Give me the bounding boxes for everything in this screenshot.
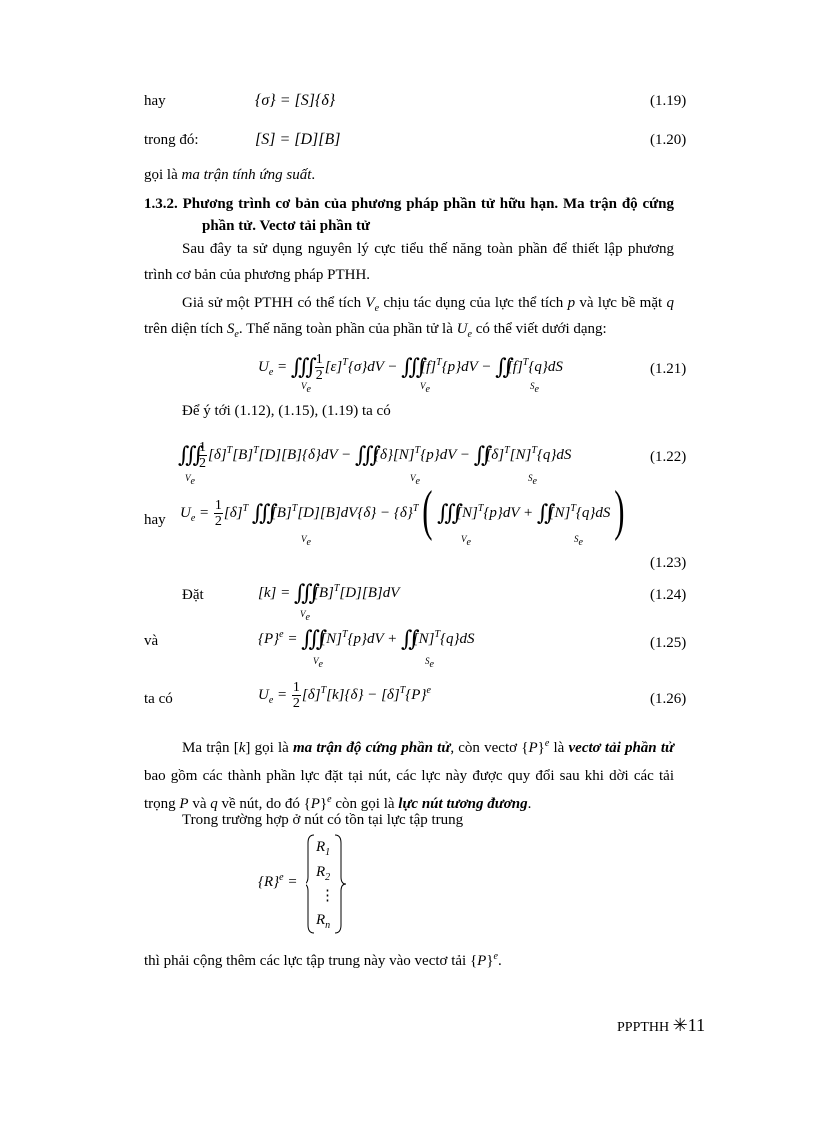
page-footer	[617, 1015, 705, 1036]
vertical-ellipsis: ⋮	[320, 888, 335, 904]
paragraph-stiffness: Ma trận [k] gọi là ma trận độ cứng phần tử, còn vectơ $\{P\}^e$ là vectơ tải phần tử bao gồm các thành phần lực đặt tại nút, các lực này được quy đổi sau khi dời các tải trọng P và q về nút, do đó $\{P\}^e$ còn gọi là lực nút tương đương.	[144, 738, 674, 812]
eq-1-19-number: (1.19)	[650, 93, 687, 109]
R2: $R_2$	[316, 864, 331, 883]
eq-1-25: $\{P\}^e$ = $∭[N]^T\{p\}dV$ + $∬[N]^T\{q\}dS$	[258, 626, 475, 651]
eq-1-22-number: (1.22)	[650, 449, 687, 465]
symbol-p: p	[567, 295, 576, 311]
limit-Ve: $V_e$	[420, 381, 430, 395]
eq-1-20-number: (1.20)	[650, 132, 687, 148]
R-vector-lhs: $\{R\}^e$ =	[258, 872, 298, 890]
eq-1-24-label: Đặt	[182, 587, 204, 603]
paragraph-concentrated: Trong trường hợp ở nút có tồn tại lực tập trung	[182, 812, 464, 828]
page-number: 11	[687, 1015, 706, 1035]
paragraph-note: Để ý tới (1.12), (1.15), (1.19) ta có	[182, 403, 391, 419]
limit-Ve: $V_e$	[313, 656, 323, 670]
stress-matrix-term: ma trận tính ứng suất	[181, 167, 312, 183]
eq-1-24: $[k] = ∭[B]^T[D][B]dV$	[258, 580, 400, 605]
symbol-q: q	[666, 295, 675, 311]
asterisk-icon: ✳	[672, 1015, 688, 1035]
eq-1-23-number: (1.23)	[650, 555, 687, 571]
eq-1-21-number: (1.21)	[650, 361, 687, 377]
stress-matrix-sentence: gọi là ma trận tính ứng suất.	[144, 167, 316, 183]
eq-1-19: {σ} = [S]{δ}	[255, 92, 336, 109]
eq-1-20-label: trong đó:	[144, 132, 199, 148]
symbol-Se: $S_e$	[226, 321, 239, 340]
limit-Ve: $V_e$	[461, 534, 471, 548]
eq-1-26-number: (1.26)	[650, 691, 687, 707]
eq-1-23-label: hay	[144, 512, 166, 528]
symbol-Ve: $V_e$	[365, 295, 380, 314]
eq-1-26: $U_e$ = $\frac{1}{2}$ $[\delta]^T[k]\{\delta\} - [\delta]^T\{P\}^e$	[258, 680, 431, 711]
limit-Ve: $V_e$	[185, 473, 195, 487]
section-heading-text: 1.3.2. Phương trình cơ bản của phương pháp phần tử hữu hạn. Ma trận độ cứng phần tử. Vectơ tải phần tử	[144, 196, 674, 234]
limit-Se: $S_e$	[425, 656, 434, 670]
eq-1-24-number: (1.24)	[650, 587, 687, 603]
symbol-Ue: $U_e$	[456, 321, 472, 340]
limit-Ve: $V_e$	[410, 473, 420, 487]
limit-Ve: $V_e$	[301, 534, 311, 548]
limit-Se: $S_e$	[528, 473, 537, 487]
eq-1-21: $U_e$ = ∭ $\frac{1}{2}$ $[\varepsilon]^T\{\sigma\}dV$ − $∭[f]^T\{p\}dV$ − $∬[f]^T\{q\}dS$	[258, 352, 563, 383]
section-heading	[144, 193, 674, 237]
Rn: $R_n$	[316, 912, 331, 931]
limit-Ve: $V_e$	[300, 609, 310, 623]
eq-1-23: $U_e$ = $\frac{1}{2}$ $[\delta]^T$ $∭[B]^T[D][B]dV\{\delta\} - \{\delta\}^T$( $∭[N]^T\{p\}dV$ + $∬[N]^T\{q\}dS$)	[180, 479, 625, 542]
eq-1-25-number: (1.25)	[650, 635, 687, 651]
eq-1-19-label: hay	[144, 93, 166, 109]
eq-1-22: ∭ $\frac{1}{2}$ $[\delta]^T[B]^T[D][B]\{\delta\}dV$ − $∭\{\delta\}[N]^T\{p\}dV$ − $∬[\delta]^T[N]^T\{q\}dS$	[178, 440, 572, 471]
paragraph-element: Giả sử một PTHH có thể tích $V_e$ chịu tác dụng của lực thể tích p và lực bề mặt q trên diện tích $S_e$. Thế năng toàn phần của phần tử là $U_e$ có thể viết dưới dạng:	[144, 295, 675, 340]
limit-Se: $S_e$	[574, 534, 583, 548]
R-vector	[306, 833, 346, 935]
limit-Ve: $V_e$	[301, 381, 311, 395]
footer-text: PPPTHH	[617, 1020, 670, 1035]
paragraph-intro: Sau đây ta sử dụng nguyên lý cực tiểu thế năng toàn phần để thiết lập phương trình cơ bản của phương pháp PTHH.	[144, 241, 674, 283]
equivalent-nodal-force-term: lực nút tương đương	[398, 796, 528, 812]
stiffness-matrix-term: ma trận độ cứng phần tử	[292, 740, 451, 756]
R1: $R_1$	[316, 839, 331, 858]
eq-1-26-label: ta có	[144, 691, 173, 707]
paragraph-add-forces: thì phải cộng thêm các lực tập trung này vào vectơ tải $\{P\}^e$.	[144, 951, 502, 969]
eq-1-20: [S] = [D][B]	[255, 131, 341, 148]
load-vector-term: vectơ tải phần tử	[568, 740, 674, 756]
eq-1-25-label: và	[144, 633, 159, 649]
limit-Se: $S_e$	[530, 381, 539, 395]
